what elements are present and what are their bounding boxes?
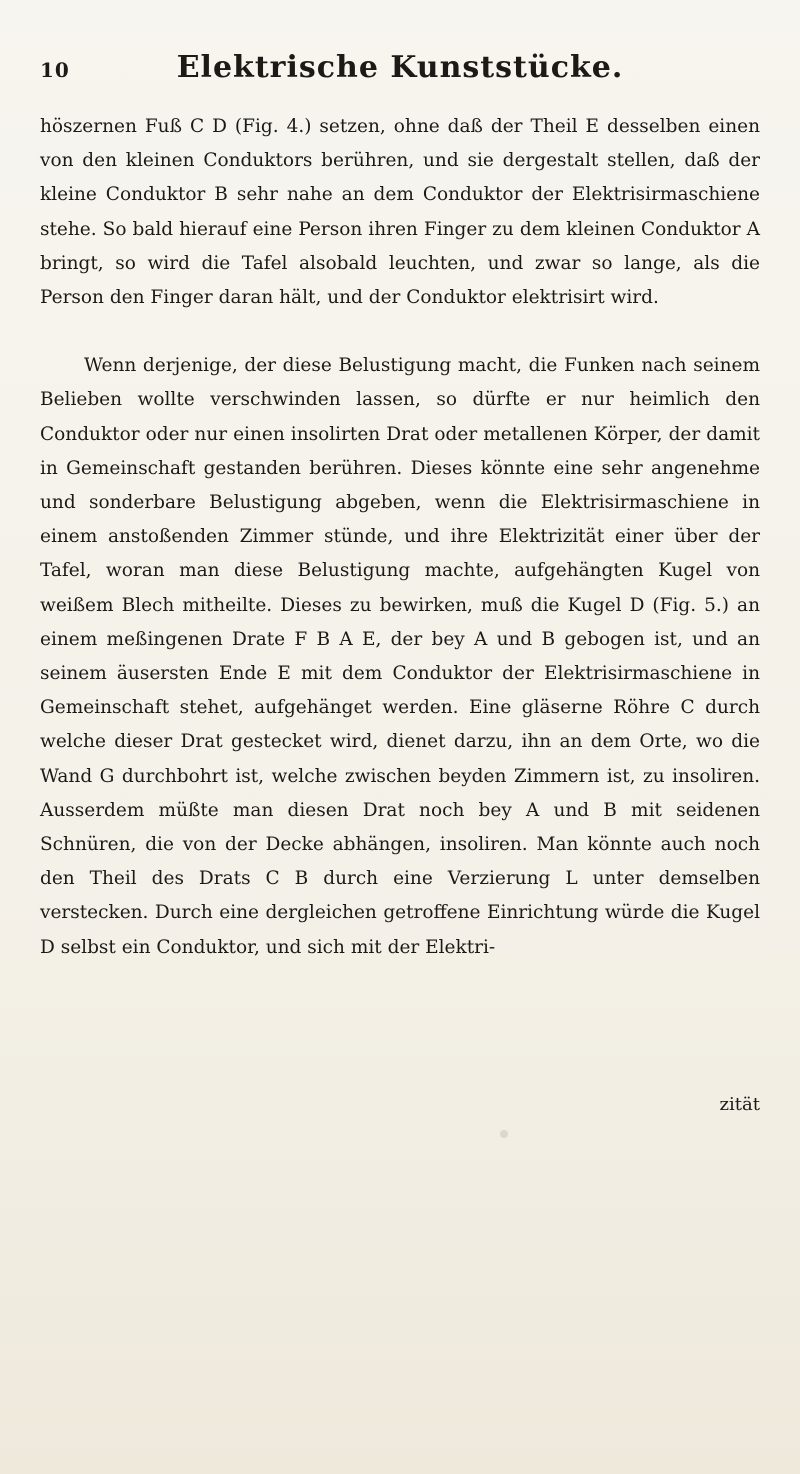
body-text xyxy=(40,110,760,965)
paper-smudge xyxy=(500,1130,508,1138)
page-header xyxy=(40,50,760,90)
page-number: 10 xyxy=(40,58,70,82)
paragraph-2: Wenn derjenige, der diese Belustigung macht, die Funken nach seinem Belieben wollte verschwinden lassen, so dürfte er nur heimlich den Conduktor oder nur einen insolirten Drat oder metallenen Körper, der damit in Gemeinschaft gestanden berühren. Dieses könnte eine sehr angenehme und sonderbare Belustigung abgeben, wenn die Elektrisirmaschiene in einem anstoßenden Zimmer stünde, und ihre Elektrizität einer über der Tafel, woran man diese Belustigung machte, aufgehängten Kugel von weißem Blech mitheilte. Dieses zu bewirken, muß die Kugel D (Fig. 5.) an einem meßingenen Drate F B A E, der bey A und B gebogen ist, und an seinem äusersten Ende E mit dem Conduktor der Elektrisirmaschiene in Gemeinschaft stehet, aufgehänget werden. Eine gläserne Röhre C durch welche dieser Drat gestecket wird, dienet darzu, ihn an dem Orte, wo die Wand G durchbohrt ist, welche zwischen beyden Zimmern ist, zu insoliren. Ausserdem müßte man diesen Drat noch bey A und B mit seidenen Schnüren, die von der Decke abhängen, insoliren. Man könnte auch noch den Theil des Drats C B durch eine Verzierung L unter demselben verstecken. Durch eine dergleichen getroffene Einrichtung würde die Kugel D selbst ein Conduktor, und sich mit der Elektri- xyxy=(40,355,760,958)
running-title: Elektrische Kunststücke. xyxy=(176,50,624,85)
paragraph-1: höszernen Fuß C D (Fig. 4.) setzen, ohne daß der Theil E desselben einen von den kleinen Conduktors berühren, und sie dergestalt stellen, daß der kleine Conduktor B sehr nahe an dem Conduktor der Elektrisirmaschiene stehe. So bald hierauf eine Person ihren Finger zu dem kleinen Conduktor A bringt, so wird die Tafel alsobald leuchten, und zwar so lange, als die Person den Finger daran hält, und der Conduktor elektrisirt wird. xyxy=(40,116,760,309)
catchword: zität xyxy=(719,1094,760,1115)
